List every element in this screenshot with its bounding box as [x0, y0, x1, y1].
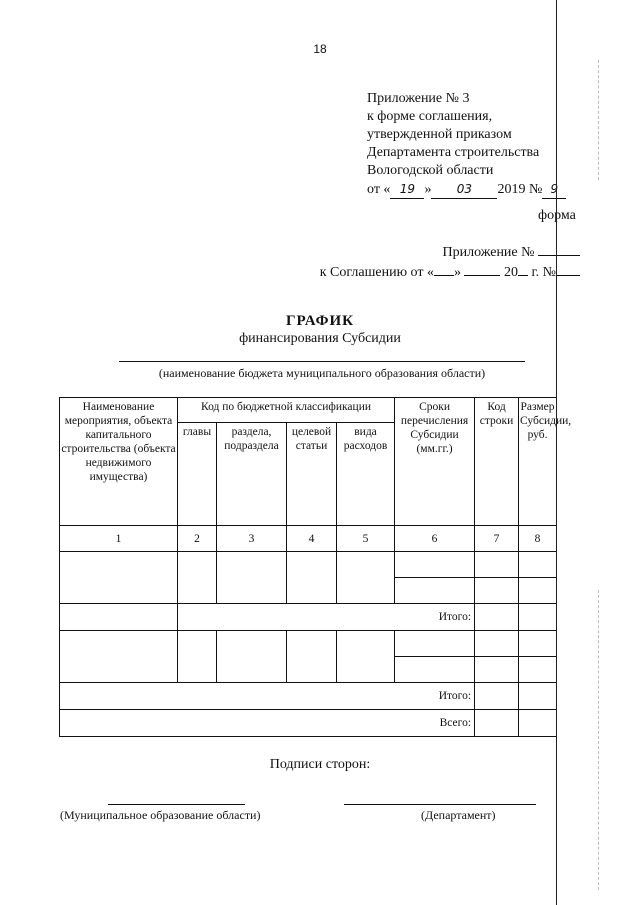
table-cell: [475, 657, 519, 683]
appendix3-number: 9: [542, 180, 566, 199]
signature-caption-right: (Департамент): [421, 808, 496, 822]
appendix3-block: [367, 90, 566, 199]
table-cell: [519, 631, 557, 657]
financing-schedule-table: [59, 397, 572, 737]
table-cell: [337, 631, 395, 683]
year-blank: [518, 263, 528, 276]
appendix3-line4: Департамента строительства: [367, 145, 540, 160]
appendix-line2: [280, 263, 580, 283]
total-label: Всего:: [60, 710, 475, 737]
table-cell: [178, 552, 217, 604]
scan-edge-line: [556, 0, 557, 905]
num-8: 8: [519, 526, 557, 552]
subtotal-row: [60, 683, 557, 710]
col-target-header: целевой статьи: [287, 423, 337, 526]
table-cell: [475, 683, 519, 710]
page-number: 18: [313, 42, 327, 56]
table-row: [60, 552, 557, 578]
table-cell: [519, 578, 557, 604]
document-title: ГРАФИК: [285, 313, 355, 329]
table-cell: [287, 631, 337, 683]
appendix3-line1: Приложение № 3: [367, 91, 470, 106]
appendix-number-blank: [538, 243, 580, 256]
num-3: 3: [217, 526, 287, 552]
num-1: 1: [60, 526, 178, 552]
appendix3-line2: к форме соглашения,: [367, 109, 493, 124]
table-cell: [475, 552, 519, 578]
date-mid: »: [424, 182, 432, 197]
subtotal-label: Итого:: [60, 683, 475, 710]
table-cell: [178, 631, 217, 683]
col-glavy-header: главы: [178, 423, 217, 526]
num-2: 2: [178, 526, 217, 552]
table-cell: [337, 552, 395, 604]
table-cell: [475, 604, 519, 631]
agreement-text: к Соглашению от «: [319, 265, 434, 280]
table-cell: [395, 657, 475, 683]
col-code-header: Код строки: [475, 398, 519, 526]
table-cell: [287, 552, 337, 604]
date-month: 03: [431, 180, 497, 199]
scan-artifact-line: [598, 590, 599, 890]
document-subtitle: финансирования Субсидии: [239, 331, 401, 346]
table-cell: [395, 578, 475, 604]
appendix-line1: [280, 243, 580, 263]
month-blank: [464, 263, 500, 276]
numbers-row: [60, 526, 557, 552]
col-size-header: Размер Субсидии, руб.: [519, 398, 557, 526]
num-6: 6: [395, 526, 475, 552]
table-cell: [60, 552, 178, 604]
subtotal-label: Итого:: [178, 604, 475, 631]
total-row: [60, 710, 557, 737]
num-7: 7: [475, 526, 519, 552]
col-razdel-header: раздела, подраздела: [217, 423, 287, 526]
table-cell: [519, 657, 557, 683]
agreement-no: г. №: [531, 265, 556, 280]
signature-line-left: [108, 804, 245, 805]
agreement-quote: »: [453, 265, 461, 280]
signature-line-right: [344, 804, 536, 805]
col-bk-header: Код по бюджетной классификации: [178, 398, 395, 423]
col-name-header: Наименование мероприятия, объекта капитального строительства (объекта недвижимого имущества): [60, 398, 178, 526]
appendix-text: Приложение №: [442, 245, 535, 260]
appendix3-date-line: [367, 180, 566, 199]
table-cell: [475, 631, 519, 657]
table-cell: [475, 578, 519, 604]
table-cell: [60, 604, 178, 631]
day-blank: [434, 263, 454, 276]
date-day: 19: [390, 180, 424, 199]
agreement-year: 20: [503, 265, 518, 280]
table-cell: [217, 552, 287, 604]
num-5: 5: [337, 526, 395, 552]
signature-caption-left: (Муниципальное образование области): [60, 808, 261, 822]
budget-caption: (наименование бюджета муниципального образования области): [158, 366, 486, 380]
table-cell: [519, 552, 557, 578]
scan-artifact-line: [598, 60, 599, 180]
appendix3-line3: утвержденной приказом: [367, 127, 512, 142]
subtotal-row: [60, 604, 557, 631]
signatures-title: Подписи сторон:: [269, 757, 371, 772]
date-prefix: от «: [367, 182, 391, 197]
table-cell: [60, 631, 178, 683]
appendix3-line5: Вологодской области: [367, 163, 494, 178]
forma-label: форма: [538, 208, 576, 223]
col-sroki-header: Сроки перечисления Субсидии (мм.гг.): [395, 398, 475, 526]
table-cell: [217, 631, 287, 683]
table-cell: [519, 683, 557, 710]
budget-name-line: [119, 361, 525, 362]
date-year: 2019 №: [497, 182, 543, 197]
header-row-1: [60, 398, 557, 423]
col-vid-header: вида расходов: [337, 423, 395, 526]
num-4: 4: [287, 526, 337, 552]
table-cell: [395, 631, 475, 657]
table-cell: [519, 710, 557, 737]
table-cell: [475, 710, 519, 737]
agreement-number-blank: [556, 263, 580, 276]
table-cell: [395, 552, 475, 578]
table-row: [60, 631, 557, 657]
appendix-block: [280, 243, 580, 283]
table-cell: [519, 604, 557, 631]
